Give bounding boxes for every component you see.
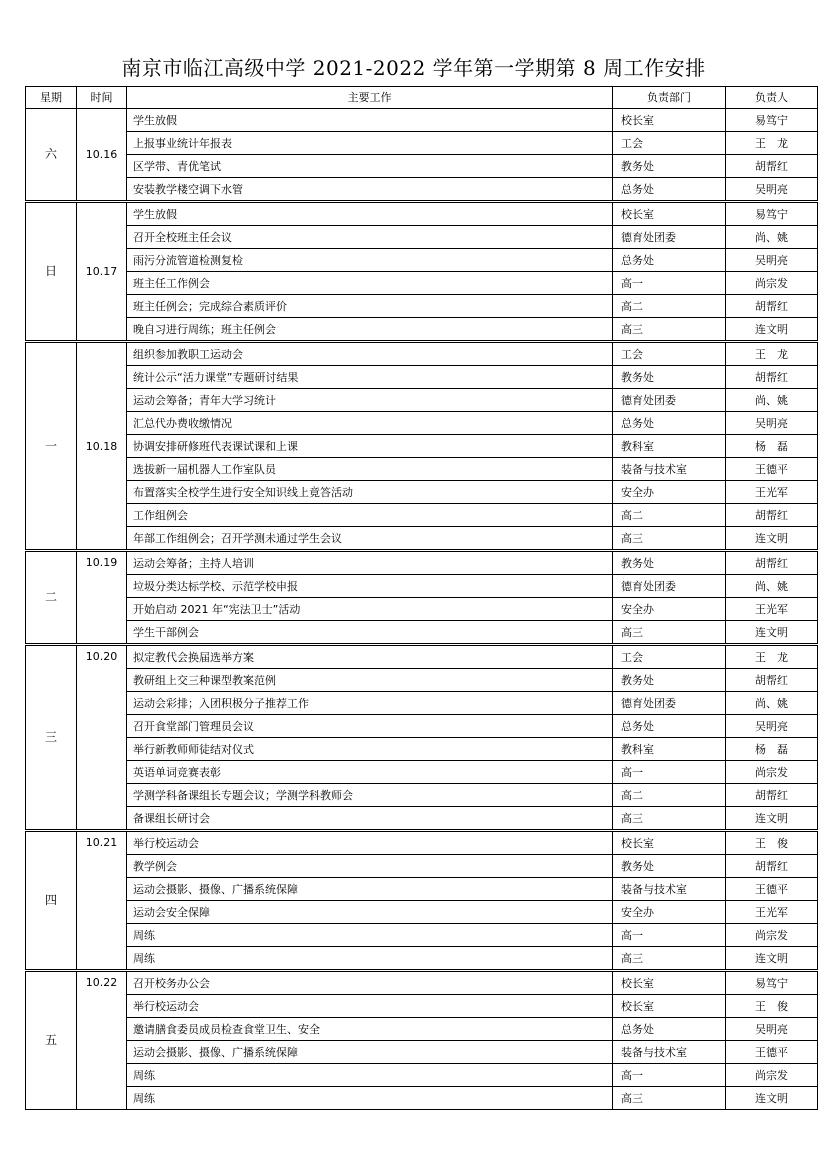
- table-row: [26, 784, 818, 807]
- table-row: [26, 807, 818, 831]
- table-row: [26, 621, 818, 645]
- work-cell: 学生放假: [127, 109, 613, 132]
- table-row: [26, 669, 818, 692]
- table-row: [26, 971, 818, 995]
- work-cell: 运动会摄影、摄像、广播系统保障: [127, 878, 613, 901]
- work-cell: 运动会筹备；青年大学习统计: [127, 389, 613, 412]
- person-cell: 王德平: [726, 458, 818, 481]
- dept-cell: 高二: [613, 784, 726, 807]
- table-row: [26, 831, 818, 855]
- person-cell: 胡帮红: [726, 504, 818, 527]
- person-cell: 杨 磊: [726, 435, 818, 458]
- table-row: [26, 715, 818, 738]
- dept-cell: 装备与技术室: [613, 1041, 726, 1064]
- dept-cell: 高三: [613, 318, 726, 342]
- person-cell: 连文明: [726, 1087, 818, 1110]
- work-cell: 汇总代办费收缴情况: [127, 412, 613, 435]
- table-row: [26, 481, 818, 504]
- person-cell: 连文明: [726, 807, 818, 831]
- table-row: [26, 924, 818, 947]
- work-cell: 周练: [127, 947, 613, 971]
- table-row: [26, 132, 818, 155]
- person-cell: 易笃宁: [726, 202, 818, 226]
- dept-cell: 德育处团委: [613, 692, 726, 715]
- work-cell: 年部工作组例会；召开学测未通过学生会议: [127, 527, 613, 551]
- person-cell: 王 龙: [726, 645, 818, 669]
- table-row: [26, 692, 818, 715]
- person-cell: 胡帮红: [726, 366, 818, 389]
- dept-cell: 安全办: [613, 901, 726, 924]
- work-cell: 英语单词竞赛表彰: [127, 761, 613, 784]
- day-cell: 四: [26, 831, 77, 971]
- table-row: [26, 226, 818, 249]
- person-cell: 王 俊: [726, 831, 818, 855]
- dept-cell: 高二: [613, 504, 726, 527]
- person-cell: 王光军: [726, 598, 818, 621]
- table-row: [26, 995, 818, 1018]
- person-cell: 胡帮红: [726, 551, 818, 575]
- table-row: [26, 575, 818, 598]
- person-cell: 尚宗发: [726, 761, 818, 784]
- work-cell: 教学例会: [127, 855, 613, 878]
- person-cell: 胡帮红: [726, 855, 818, 878]
- header-dept: 负责部门: [613, 87, 726, 109]
- work-cell: 学生干部例会: [127, 621, 613, 645]
- work-cell: 组织参加教职工运动会: [127, 342, 613, 366]
- work-cell: 工作组例会: [127, 504, 613, 527]
- person-cell: 吴明亮: [726, 715, 818, 738]
- dept-cell: 总务处: [613, 1018, 726, 1041]
- table-row: [26, 389, 818, 412]
- person-cell: 尚宗发: [726, 1064, 818, 1087]
- work-cell: 上报事业统计年报表: [127, 132, 613, 155]
- dept-cell: 高三: [613, 1087, 726, 1110]
- table-row: [26, 738, 818, 761]
- header-row: [26, 87, 818, 109]
- dept-cell: 高一: [613, 924, 726, 947]
- header-person: 负责人: [726, 87, 818, 109]
- table-row: [26, 504, 818, 527]
- table-row: [26, 412, 818, 435]
- table-row: [26, 1041, 818, 1064]
- table-row: [26, 272, 818, 295]
- person-cell: 王 龙: [726, 342, 818, 366]
- person-cell: 王德平: [726, 878, 818, 901]
- work-cell: 晚自习进行周练；班主任例会: [127, 318, 613, 342]
- work-cell: 周练: [127, 1087, 613, 1110]
- person-cell: 王 俊: [726, 995, 818, 1018]
- person-cell: 尚宗发: [726, 924, 818, 947]
- dept-cell: 装备与技术室: [613, 458, 726, 481]
- dept-cell: 高三: [613, 621, 726, 645]
- page-title: 南京市临江高级中学 2021-2022 学年第一学期第 8 周工作安排: [121, 56, 706, 80]
- work-cell: 开始启动 2021 年“宪法卫士”活动: [127, 598, 613, 621]
- dept-cell: 工会: [613, 645, 726, 669]
- dept-cell: 装备与技术室: [613, 878, 726, 901]
- day-cell: 六: [26, 109, 77, 202]
- table-row: [26, 342, 818, 366]
- dept-cell: 校长室: [613, 831, 726, 855]
- dept-cell: 教务处: [613, 366, 726, 389]
- table-row: [26, 878, 818, 901]
- table-row: [26, 527, 818, 551]
- table-row: [26, 366, 818, 389]
- dept-cell: 高三: [613, 807, 726, 831]
- work-cell: 布置落实全校学生进行安全知识线上竟答活动: [127, 481, 613, 504]
- person-cell: 尚、姚: [726, 226, 818, 249]
- table-row: [26, 947, 818, 971]
- person-cell: 连文明: [726, 318, 818, 342]
- work-cell: 雨污分流管道检测复检: [127, 249, 613, 272]
- header-date: 时间: [77, 87, 127, 109]
- date-cell: 10.21: [77, 831, 127, 971]
- date-cell: 10.19: [77, 551, 127, 645]
- person-cell: 胡帮红: [726, 669, 818, 692]
- person-cell: 胡帮红: [726, 155, 818, 178]
- schedule-table: [25, 86, 818, 1110]
- dept-cell: 高一: [613, 272, 726, 295]
- date-cell: 10.20: [77, 645, 127, 831]
- person-cell: 吴明亮: [726, 178, 818, 202]
- person-cell: 易笃宁: [726, 971, 818, 995]
- table-row: [26, 202, 818, 226]
- dept-cell: 工会: [613, 342, 726, 366]
- work-cell: 举行校运动会: [127, 995, 613, 1018]
- header-work: 主要工作: [127, 87, 613, 109]
- dept-cell: 教科室: [613, 435, 726, 458]
- person-cell: 连文明: [726, 621, 818, 645]
- person-cell: 杨 磊: [726, 738, 818, 761]
- work-cell: 周练: [127, 924, 613, 947]
- dept-cell: 高三: [613, 947, 726, 971]
- person-cell: 王德平: [726, 1041, 818, 1064]
- dept-cell: 教务处: [613, 551, 726, 575]
- dept-cell: 安全办: [613, 598, 726, 621]
- dept-cell: 总务处: [613, 249, 726, 272]
- work-cell: 协调安排研修班代表课试课和上课: [127, 435, 613, 458]
- work-cell: 举行新教师师徒结对仪式: [127, 738, 613, 761]
- person-cell: 易笃宁: [726, 109, 818, 132]
- table-row: [26, 1064, 818, 1087]
- dept-cell: 德育处团委: [613, 226, 726, 249]
- person-cell: 尚宗发: [726, 272, 818, 295]
- date-cell: 10.18: [77, 342, 127, 551]
- dept-cell: 教务处: [613, 155, 726, 178]
- date-cell: 10.17: [77, 202, 127, 342]
- work-cell: 统计公示“活力课堂”专题研讨结果: [127, 366, 613, 389]
- person-cell: 连文明: [726, 527, 818, 551]
- dept-cell: 校长室: [613, 971, 726, 995]
- dept-cell: 德育处团委: [613, 575, 726, 598]
- table-row: [26, 761, 818, 784]
- person-cell: 尚、姚: [726, 692, 818, 715]
- dept-cell: 高三: [613, 527, 726, 551]
- dept-cell: 高二: [613, 295, 726, 318]
- work-cell: 选拔新一届机器人工作室队员: [127, 458, 613, 481]
- schedule-body: [26, 109, 818, 1110]
- dept-cell: 高一: [613, 1064, 726, 1087]
- dept-cell: 教务处: [613, 855, 726, 878]
- work-cell: 召开食堂部门管理员会议: [127, 715, 613, 738]
- table-row: [26, 1087, 818, 1110]
- table-row: [26, 855, 818, 878]
- dept-cell: 安全办: [613, 481, 726, 504]
- work-cell: 周练: [127, 1064, 613, 1087]
- person-cell: 王光军: [726, 481, 818, 504]
- day-cell: 五: [26, 971, 77, 1110]
- work-cell: 拟定教代会换届选举方案: [127, 645, 613, 669]
- work-cell: 区学带、青优笔试: [127, 155, 613, 178]
- work-cell: 备课组长研讨会: [127, 807, 613, 831]
- work-cell: 教研组上交三种课型教案范例: [127, 669, 613, 692]
- work-cell: 运动会筹备；主持人培训: [127, 551, 613, 575]
- table-row: [26, 435, 818, 458]
- day-cell: 二: [26, 551, 77, 645]
- dept-cell: 总务处: [613, 178, 726, 202]
- person-cell: 吴明亮: [726, 249, 818, 272]
- table-row: [26, 598, 818, 621]
- work-cell: 运动会安全保障: [127, 901, 613, 924]
- table-row: [26, 155, 818, 178]
- dept-cell: 高一: [613, 761, 726, 784]
- date-cell: 10.22: [77, 971, 127, 1110]
- dept-cell: 总务处: [613, 412, 726, 435]
- work-cell: 邀请膳食委员成员检查食堂卫生、安全: [127, 1018, 613, 1041]
- work-cell: 学生放假: [127, 202, 613, 226]
- day-cell: 日: [26, 202, 77, 342]
- table-row: [26, 645, 818, 669]
- person-cell: 王光军: [726, 901, 818, 924]
- work-cell: 班主任工作例会: [127, 272, 613, 295]
- work-cell: 召开全校班主任会议: [127, 226, 613, 249]
- dept-cell: 校长室: [613, 995, 726, 1018]
- dept-cell: 工会: [613, 132, 726, 155]
- person-cell: 王 龙: [726, 132, 818, 155]
- work-cell: 学测学科备课组长专题会议；学测学科教师会: [127, 784, 613, 807]
- header-day: 星期: [26, 87, 77, 109]
- table-row: [26, 109, 818, 132]
- work-cell: 班主任例会；完成综合素质评价: [127, 295, 613, 318]
- work-cell: 运动会摄影、摄像、广播系统保障: [127, 1041, 613, 1064]
- dept-cell: 总务处: [613, 715, 726, 738]
- table-row: [26, 901, 818, 924]
- person-cell: 尚、姚: [726, 389, 818, 412]
- person-cell: 吴明亮: [726, 412, 818, 435]
- work-cell: 召开校务办公会: [127, 971, 613, 995]
- dept-cell: 校长室: [613, 109, 726, 132]
- person-cell: 胡帮红: [726, 784, 818, 807]
- table-row: [26, 1018, 818, 1041]
- table-row: [26, 551, 818, 575]
- day-cell: 一: [26, 342, 77, 551]
- person-cell: 胡帮红: [726, 295, 818, 318]
- table-row: [26, 295, 818, 318]
- date-cell: 10.16: [77, 109, 127, 202]
- table-row: [26, 458, 818, 481]
- dept-cell: 教科室: [613, 738, 726, 761]
- day-cell: 三: [26, 645, 77, 831]
- work-cell: 举行校运动会: [127, 831, 613, 855]
- work-cell: 运动会彩排；入团积极分子推荐工作: [127, 692, 613, 715]
- work-cell: 安装教学楼空调下水管: [127, 178, 613, 202]
- person-cell: 连文明: [726, 947, 818, 971]
- dept-cell: 教务处: [613, 669, 726, 692]
- dept-cell: 德育处团委: [613, 389, 726, 412]
- table-row: [26, 249, 818, 272]
- person-cell: 尚、姚: [726, 575, 818, 598]
- work-cell: 垃圾分类达标学校、示范学校申报: [127, 575, 613, 598]
- dept-cell: 校长室: [613, 202, 726, 226]
- table-row: [26, 178, 818, 202]
- person-cell: 吴明亮: [726, 1018, 818, 1041]
- table-row: [26, 318, 818, 342]
